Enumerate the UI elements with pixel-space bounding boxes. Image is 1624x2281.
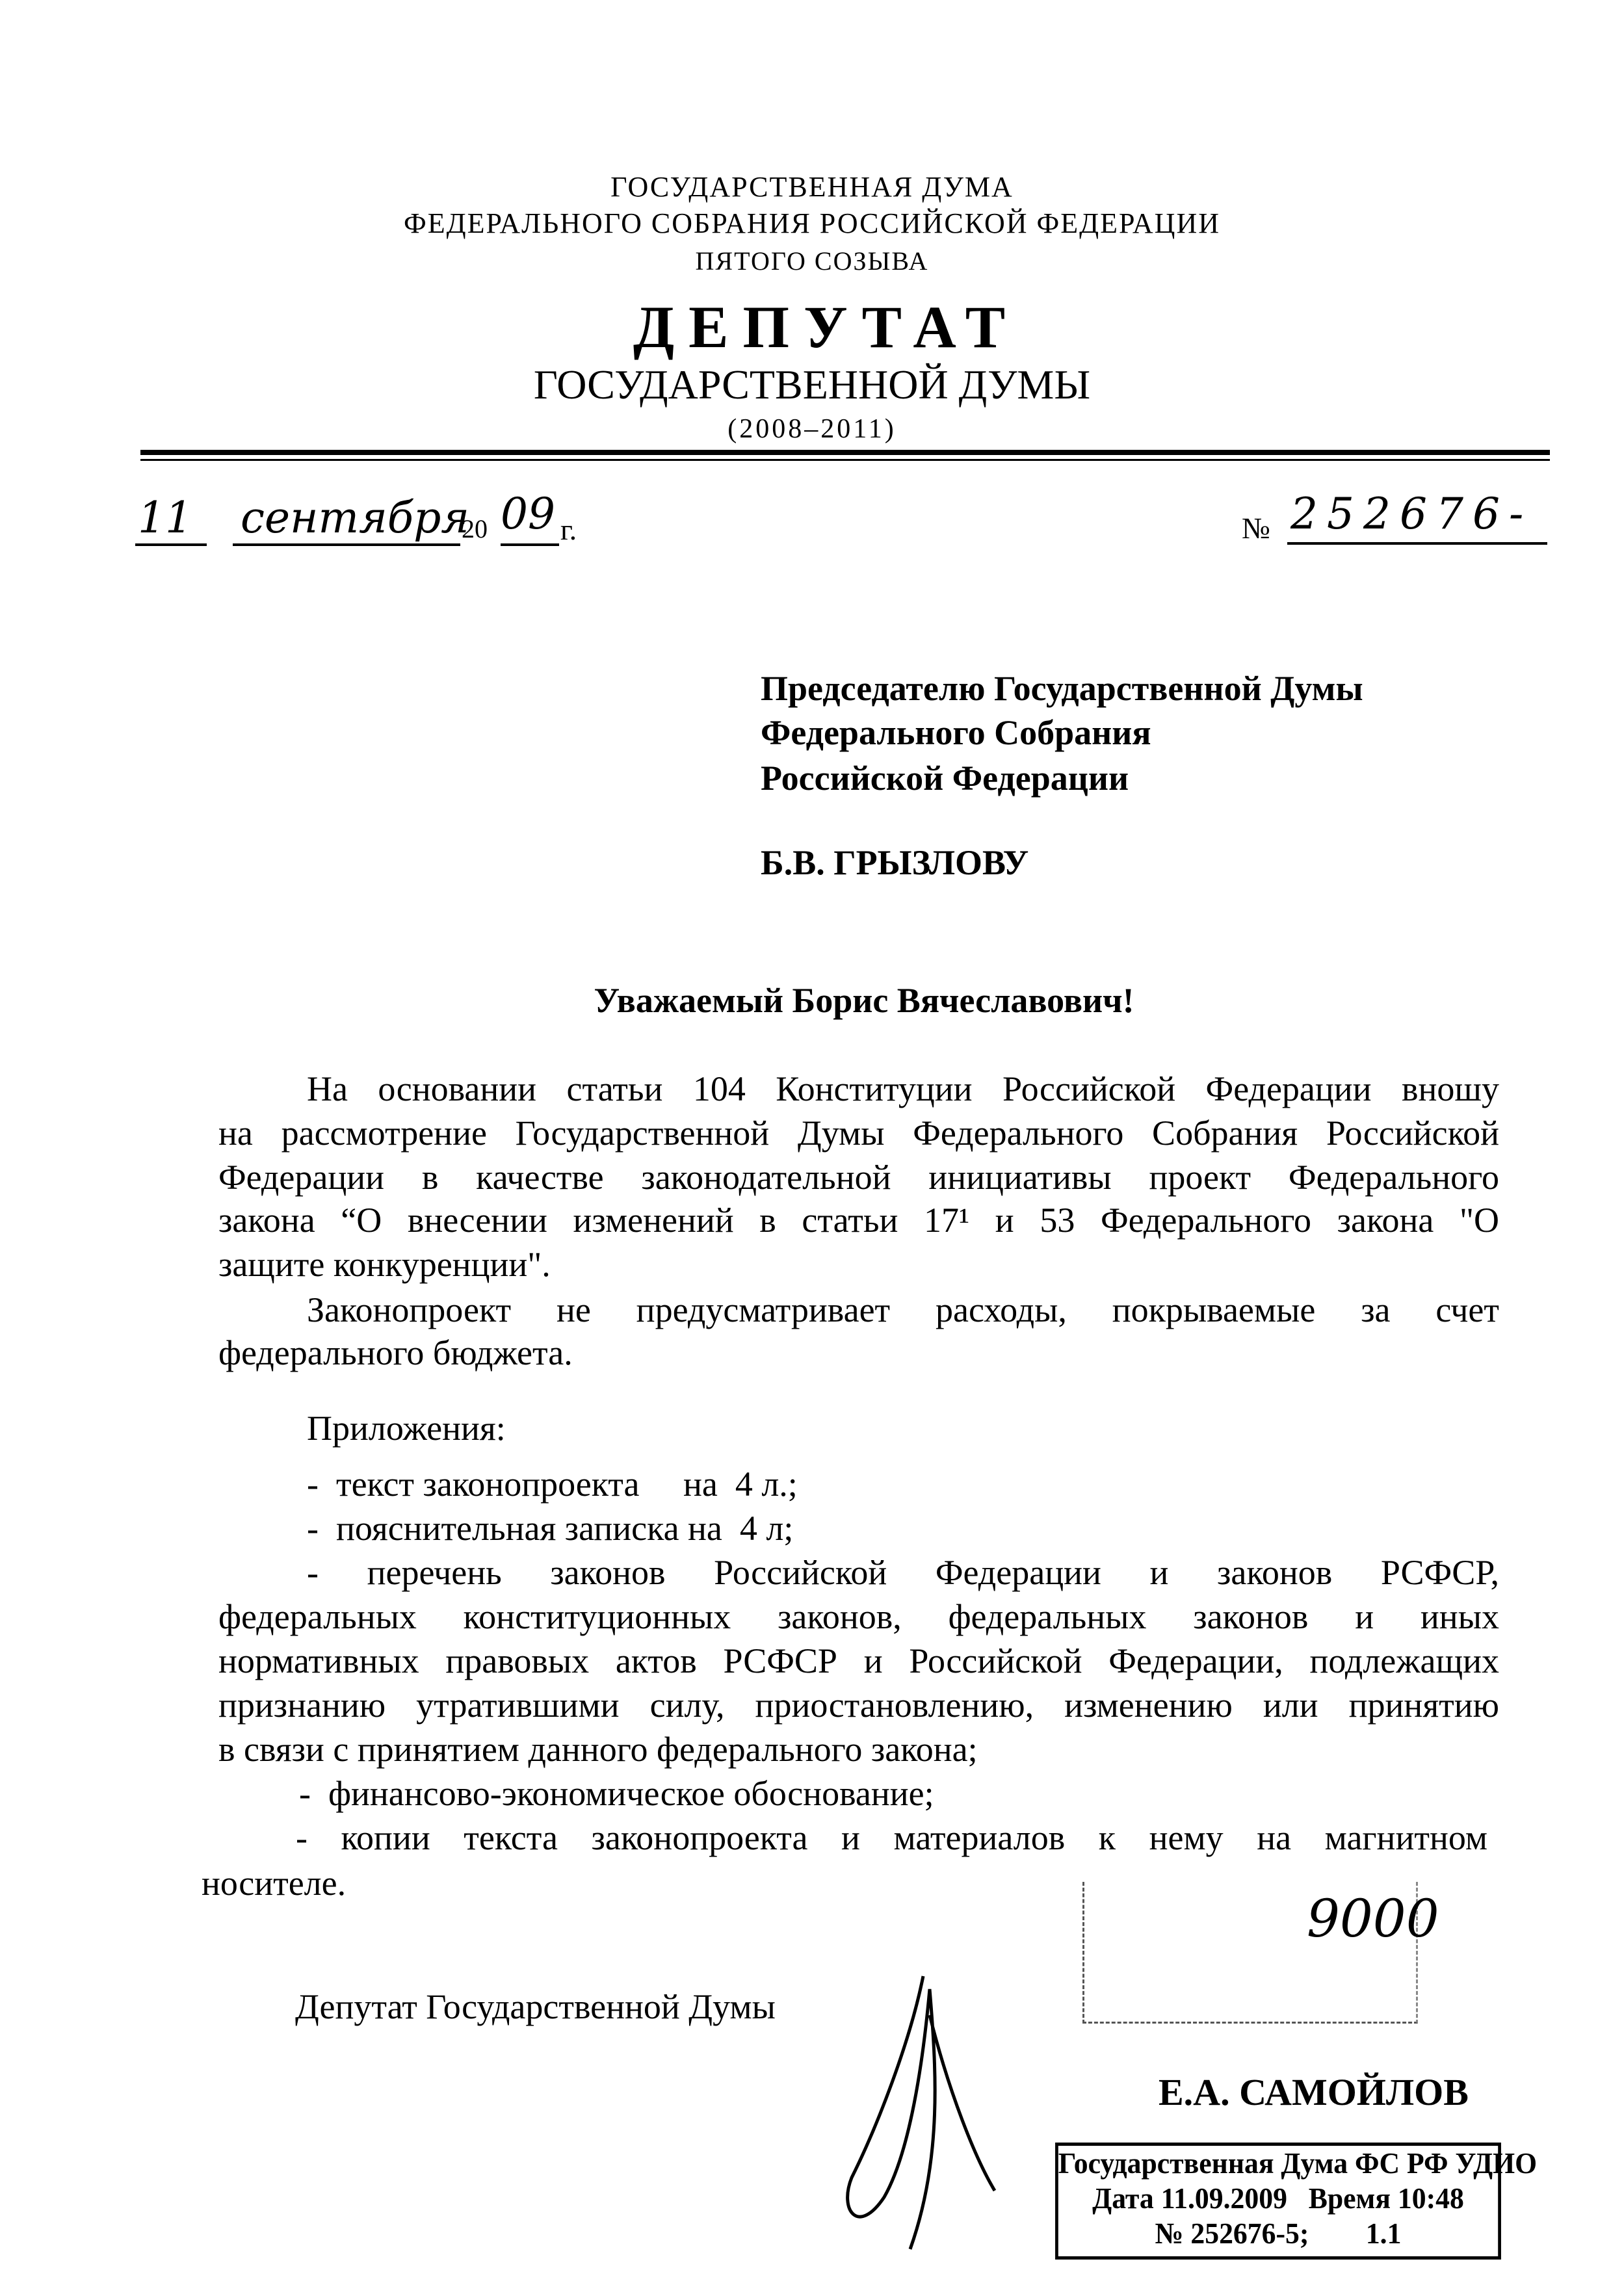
- handwritten-signature: [813, 1963, 1008, 2262]
- attachment-line: носителе.: [202, 1864, 347, 1903]
- stamp-line-1: Государственная Дума ФС РФ УДИО: [1058, 2146, 1538, 2180]
- attachments-label: Приложения:: [307, 1409, 506, 1448]
- attachment-line: - копии текста законопроекта и материалов к нему на магнитном: [296, 1818, 1487, 1857]
- attachment-line: - перечень законов Российской Федерации и законов РСФСР,: [307, 1553, 1499, 1592]
- attachment-line: в связи с принятием данного федерального закона;: [218, 1730, 978, 1769]
- date-month-underline: [233, 543, 460, 546]
- header-line-1: ГОСУДАРСТВЕННАЯ ДУМА: [610, 171, 1014, 203]
- signatory-name: Е.А. САМОЙЛОВ: [1159, 2071, 1469, 2113]
- attachment-line: - текст законопроекта на 4 л.;: [307, 1465, 798, 1504]
- header-divider-thin: [140, 459, 1550, 461]
- attachment-line: признанию утратившими силу, приостановлению, изменению или принятию: [218, 1686, 1499, 1725]
- number-label: №: [1242, 512, 1270, 545]
- stamp-line-2: Дата 11.09.2009 Время 10:48: [1092, 2182, 1464, 2215]
- stamp-line-3: № 252676-5; 1.1: [1155, 2217, 1402, 2250]
- addressee-name: Б.В. ГРЫЗЛОВУ: [761, 843, 1029, 882]
- body-line: Законопроект не предусматривает расходы, покрываемые за счет: [307, 1290, 1499, 1329]
- addressee-line-2: Федерального Собрания: [761, 713, 1151, 752]
- date-day: 11: [138, 493, 192, 543]
- date-suffix: г.: [560, 513, 577, 546]
- addressee-line-1: Председателю Государственной Думы: [761, 669, 1363, 708]
- attachment-line: федеральных конституционных законов, федеральных законов и иных: [218, 1597, 1499, 1636]
- term-years: (2008–2011): [727, 414, 897, 444]
- attachment-line: - финансово-экономическое обоснование;: [299, 1774, 934, 1813]
- date-year-suffix: 09: [501, 489, 555, 539]
- registration-stamp: [1055, 2143, 1538, 2260]
- header-divider: [140, 450, 1550, 455]
- date-year-underline: [501, 543, 559, 546]
- handwritten-note: 9000: [1307, 1888, 1439, 1949]
- date-year-prefix: 20: [462, 514, 488, 543]
- date-month: сентября: [241, 493, 470, 543]
- body-line: Федерации в качестве законодательной инициативы проект Федерального: [218, 1158, 1499, 1197]
- document-subtitle: ГОСУДАРСТВЕННОЙ ДУМЫ: [533, 361, 1091, 408]
- signature-position: Депутат Государственной Думы: [295, 1987, 776, 2026]
- header-line-2: ФЕДЕРАЛЬНОГО СОБРАНИЯ РОССИЙСКОЙ ФЕДЕРАЦИИ: [403, 207, 1220, 239]
- attachment-line: - пояснительная записка на 4 л;: [307, 1509, 794, 1548]
- body-line: закона “О внесении изменений в статьи 17¹ и 53 Федерального закона "О: [218, 1201, 1499, 1240]
- document-title: ДЕПУТАТ: [633, 294, 1020, 360]
- body-line: федерального бюджета.: [218, 1333, 573, 1372]
- number-value: 252676-: [1290, 489, 1533, 539]
- attachment-line: нормативных правовых актов РСФСР и Российской Федерации, подлежащих: [218, 1641, 1499, 1680]
- body-line: защите конкуренции".: [218, 1245, 551, 1284]
- addressee-line-3: Российской Федерации: [761, 759, 1129, 798]
- date-day-underline: [135, 543, 207, 546]
- body-line: на рассмотрение Государственной Думы Федерального Собрания Российской: [218, 1114, 1499, 1153]
- salutation: Уважаемый Борис Вячеславович!: [594, 981, 1134, 1020]
- number-underline: [1287, 542, 1547, 545]
- header-line-3: ПЯТОГО СОЗЫВА: [695, 246, 929, 276]
- body-line: На основании статьи 104 Конституции Российской Федерации вношу: [307, 1069, 1499, 1108]
